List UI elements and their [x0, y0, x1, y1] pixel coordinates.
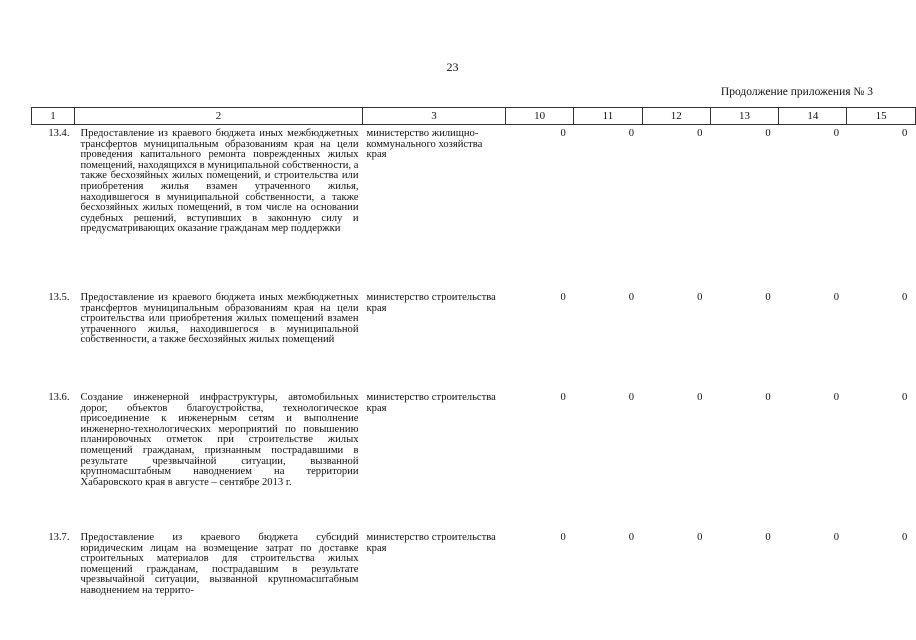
row-value: 0 [833, 532, 839, 543]
table-row [32, 289, 916, 389]
row-value: 0 [697, 392, 703, 403]
row-value: 0 [901, 532, 908, 543]
row-value: 0 [628, 128, 635, 139]
table-row [32, 529, 916, 613]
row-value: 0 [697, 292, 703, 303]
row-description: Создание инженерной инфраструктуры, автомобильных дорог, объектов благоустройства, технологическое присоединение к инженерным сетям и выполнение инженерно-технологических мероприятий по повышению планировочных отметок при строительстве жилых помещений гражданам, признанным пострадавшими в результате чрезвычайной ситуации, вызванной крупномасштабным наводнением на территории Хабаровского края в августе – сентябре 2013 г. [80, 392, 359, 488]
row-value: 0 [833, 128, 839, 139]
header-cell: 1 [32, 108, 75, 125]
header-cell: 14 [779, 108, 847, 125]
row-number: 13.4. [48, 128, 70, 139]
row-responsible: министерство жилищно-коммунального хозяйства края [366, 128, 483, 161]
row-number: 13.6. [48, 392, 70, 403]
row-value: 0 [628, 392, 635, 403]
row-description: Предоставление из краевого бюджета иных межбюджетных трансфертов муниципальным образованиям края на цели строительства или приобретения жилых помещений взамен утраченного жилья, находившегося в муниципальной собственности, а также бесхозяйных жилых помещений [80, 292, 359, 346]
header-cell: 12 [642, 108, 710, 125]
header-cell: 11 [574, 108, 642, 125]
continuation-label: Продолжение приложения № 3 [720, 86, 873, 98]
row-value: 0 [901, 128, 908, 139]
row-value: 0 [560, 128, 566, 139]
header-cell: 2 [75, 108, 363, 125]
row-value: 0 [765, 392, 771, 403]
page-number: 23 [446, 60, 459, 74]
row-responsible: министерство строительства края [366, 392, 496, 414]
row-value: 0 [765, 532, 771, 543]
table-row [32, 125, 916, 290]
row-value: 0 [765, 292, 771, 303]
header-cell: 15 [847, 108, 915, 125]
row-value: 0 [560, 392, 566, 403]
header-cell: 3 [363, 108, 506, 125]
row-value: 0 [697, 128, 703, 139]
row-value: 0 [901, 392, 908, 403]
header-row [32, 108, 916, 125]
row-responsible: министерство строительства края [366, 532, 496, 554]
row-description: Предоставление из краевого бюджета иных межбюджетных трансфертов муниципальным образованиям края на цели проведения капитального ремонта поврежденных жилых помещений, находящихся в муниципальной собственности, а также бесхозяйных жилых помещений, и строительства или приобретения жилья взамен утраченного жилья, находившегося в муниципальной собственности, а также бесхозяйных жилых помещений, в том числе на основании судебных решений, вступивших в законную силу и предусматривающих оказание гражданам мер поддержки [80, 128, 359, 235]
row-value: 0 [628, 292, 635, 303]
row-value: 0 [628, 532, 635, 543]
row-value: 0 [560, 292, 566, 303]
header-cell: 10 [506, 108, 574, 125]
row-value: 0 [901, 292, 908, 303]
row-responsible: министерство строительства края [366, 292, 496, 314]
row-value: 0 [560, 532, 566, 543]
row-value: 0 [765, 128, 771, 139]
row-description: Предоставление из краевого бюджета субсидий юридическим лицам на возмещение затрат по доставке строительных материалов для строительства жилых помещений гражданам, пострадавшим в результате чрезвычайной ситуации, вызванной крупномасштабным наводнением на террито- [80, 532, 359, 596]
header-cell: 13 [710, 108, 778, 125]
row-value: 0 [833, 392, 839, 403]
row-value: 0 [833, 292, 839, 303]
row-number: 13.5. [48, 292, 70, 303]
table-row [32, 389, 916, 529]
row-number: 13.7. [48, 532, 70, 543]
appendix-table [31, 107, 916, 613]
row-value: 0 [697, 532, 703, 543]
